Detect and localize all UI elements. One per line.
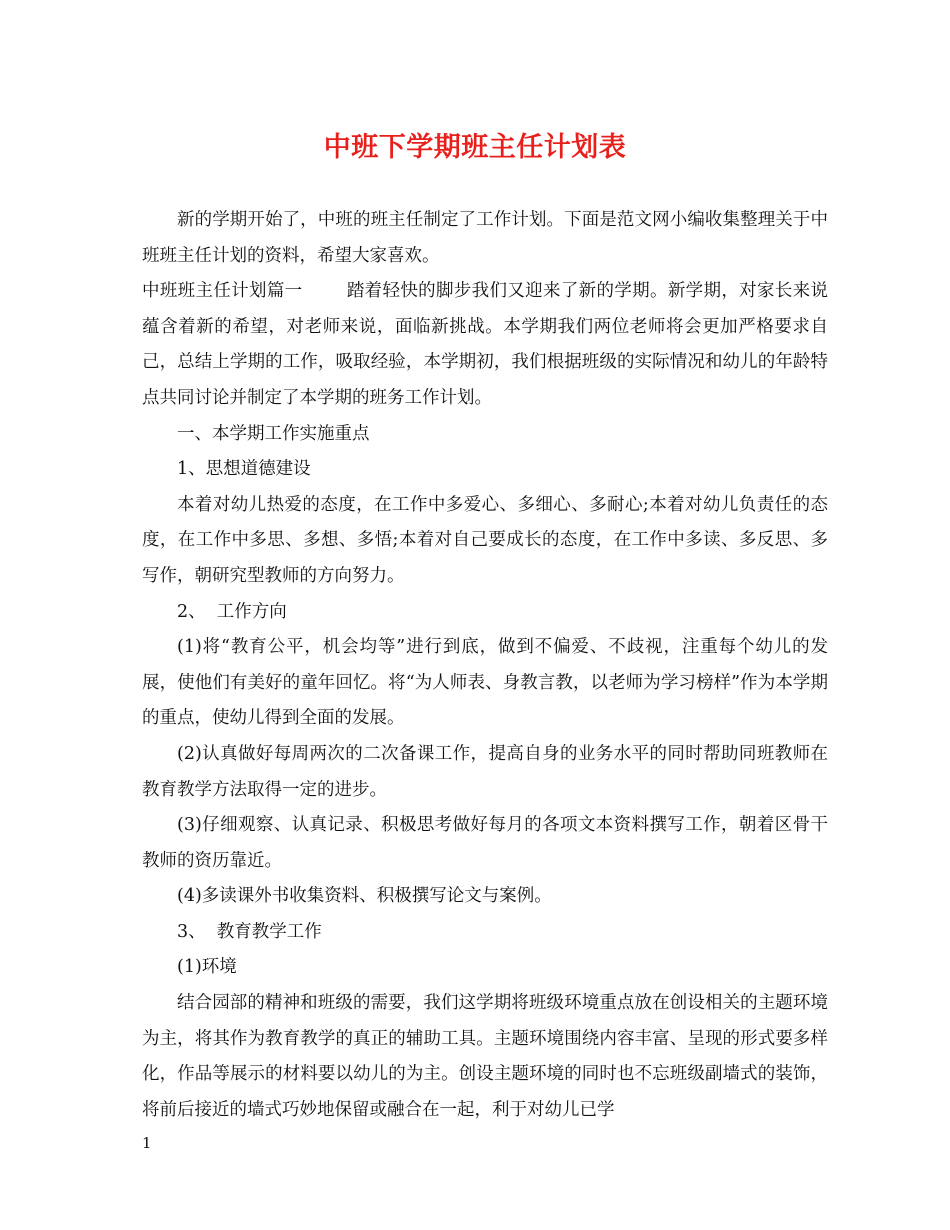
work-direction-item-4: (4)多读课外书收集资料、积极撰写论文与案例。: [177, 886, 552, 907]
heading-environment: (1)环境: [177, 957, 237, 978]
section-intro: 踏着轻快的脚步我们又迎来了新的学期。新学期，对家长来说蕴含着新的希望，对老师来说，面临新挑战。本学期我们两位老师将会更加严格要求自己，总结上学期的工作，吸取经验，本学期初，我们根据班级的实际情况和幼儿的年龄特点共同讨论并制定了本学期的班务工作计划。: [142, 281, 828, 408]
heading-implementation-focus: 一、本学期工作实施重点: [177, 423, 370, 444]
heading-teaching-work: 3、 教育教学工作: [177, 921, 322, 942]
heading-moral-construction: 1、思想道德建设: [177, 459, 311, 480]
intro-paragraph: 新的学期开始了，中班的班主任制定了工作计划。下面是范文网小编收集整理关于中班班主任计划的资料，希望大家喜欢。: [142, 210, 828, 266]
work-direction-item-2: (2)认真做好每周两次的二次备课工作，提高自身的业务水平的同时帮助同班教师在教育教学方法取得一定的进步。: [142, 743, 828, 800]
environment-paragraph: 结合园部的精神和班级的需要，我们这学期将班级环境重点放在创设相关的主题环境为主，将其作为教育教学的真正的辅助工具。主题环境围绕内容丰富、呈现的形式要多样化，作品等展示的材料要以幼儿的为主。创设主题环境的同时也不忘班级副墙式的装饰，将前后接近的墙式巧妙地保留或融合在一起，利于对幼儿已学: [142, 993, 828, 1120]
section-label: 中班班主任计划篇一: [142, 281, 303, 302]
document-body: [142, 203, 828, 1128]
work-direction-item-1: (1)将“教育公平，机会均等”进行到底，做到不偏爱、不歧视，注重每个幼儿的发展，使他们有美好的童年回忆。将“为人师表、身教言教，以老师为学习榜样”作为本学期的重点，使幼儿得到全面的发展。: [142, 637, 828, 729]
document-title: 中班下学期班主任计划表: [323, 132, 627, 163]
page-number: 1: [142, 1134, 152, 1152]
work-direction-item-3: (3)仔细观察、认真记录、积极思考做好每月的各项文本资料撰写工作，朝着区骨干教师的资历靠近。: [142, 815, 828, 871]
heading-work-direction: 2、 工作方向: [177, 601, 287, 622]
moral-construction-paragraph: 本着对幼儿热爱的态度，在工作中多爱心、多细心、多耐心;本着对幼儿负责任的态度，在工作中多思、多想、多悟;本着对自己要成长的态度，在工作中多读、多反思、多写作，朝研究型教师的方向努力。: [142, 494, 828, 586]
section-paragraph: [142, 274, 828, 416]
